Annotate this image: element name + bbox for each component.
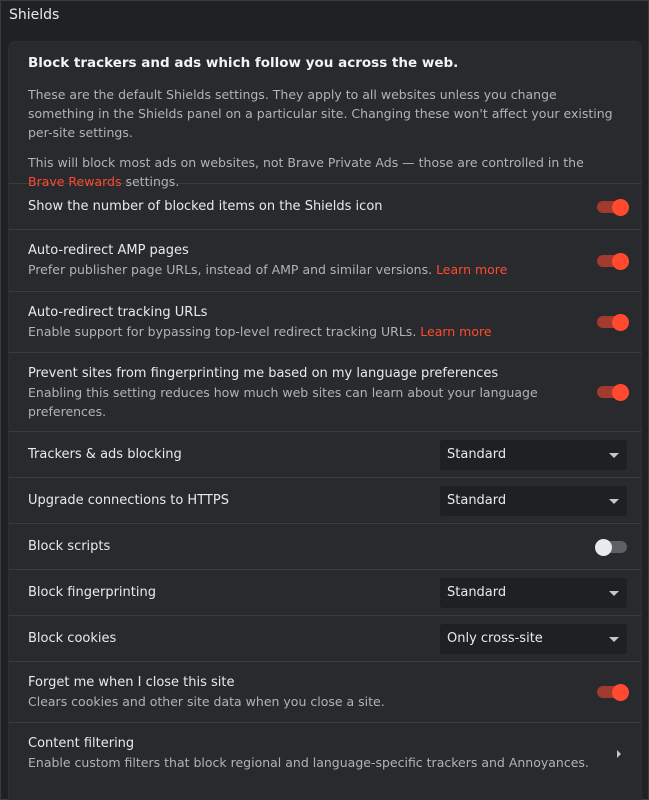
setting-row-cookies <box>9 616 641 662</box>
tracking-urls-learn-more-link[interactable]: Learn more <box>420 324 492 339</box>
setting-label: Show the number of blocked items on the Shields icon <box>28 199 383 214</box>
setting-row-https <box>9 478 641 524</box>
language-fingerprinting-toggle[interactable] <box>597 386 627 398</box>
setting-text <box>28 674 385 711</box>
chevron-down-icon <box>609 591 619 596</box>
setting-label: Block fingerprinting <box>28 585 156 600</box>
setting-label: Upgrade connections to HTTPS <box>28 493 229 508</box>
toggle-knob <box>612 384 629 401</box>
https-select[interactable] <box>440 486 627 516</box>
setting-description <box>28 260 507 279</box>
setting-text <box>28 242 507 279</box>
chevron-down-icon <box>609 453 619 458</box>
setting-label: Block scripts <box>28 539 111 554</box>
setting-row-forget-me <box>9 662 641 723</box>
select-value: Standard <box>447 493 507 508</box>
chevron-down-icon <box>609 499 619 504</box>
setting-row-content-filtering[interactable] <box>9 723 641 785</box>
toggle-knob <box>595 539 612 556</box>
show-count-toggle[interactable] <box>597 201 627 213</box>
intro-heading: Block trackers and ads which follow you across the web. <box>28 55 459 71</box>
trackers-ads-select[interactable] <box>440 440 627 470</box>
setting-row-trackers-ads <box>9 432 641 478</box>
setting-description: Clears cookies and other site data when you close a site. <box>28 694 385 709</box>
select-value: Only cross-site <box>447 631 543 646</box>
amp-learn-more-link[interactable]: Learn more <box>436 262 508 277</box>
setting-row-fingerprinting <box>9 570 641 616</box>
select-value: Standard <box>447 447 507 462</box>
cookies-select[interactable] <box>440 624 627 654</box>
intro-description: These are the default Shields settings. They apply to all websites unless you change something in the Shields panel on a particular site. Changing these won't affect your existing per-site settings. <box>28 87 613 140</box>
chevron-right-icon <box>617 750 621 758</box>
toggle-knob <box>612 314 629 331</box>
tracking-urls-toggle[interactable] <box>597 316 627 328</box>
setting-row-amp <box>9 230 641 292</box>
setting-text <box>28 304 492 341</box>
toggle-knob <box>612 199 629 216</box>
setting-description: Enabling this setting reduces how much web sites can learn about your language preferences. <box>28 385 538 419</box>
setting-row-language-fingerprinting <box>9 353 641 432</box>
setting-label: Auto-redirect AMP pages <box>28 243 189 258</box>
setting-description <box>28 322 492 341</box>
setting-row-tracking-urls <box>9 292 641 353</box>
setting-row-show-count <box>9 184 641 230</box>
block-scripts-toggle[interactable] <box>597 541 627 553</box>
amp-toggle[interactable] <box>597 255 627 267</box>
page-title: Shields <box>9 7 60 23</box>
setting-row-block-scripts <box>9 524 641 570</box>
tracking-urls-description: Enable support for bypassing top-level redirect tracking URLs. <box>28 324 421 339</box>
setting-text <box>28 365 538 421</box>
chevron-down-icon <box>609 637 619 642</box>
setting-label: Trackers & ads blocking <box>28 447 182 462</box>
ads-note-suffix: settings. <box>121 174 180 189</box>
setting-text <box>28 735 589 772</box>
shields-intro <box>9 42 641 189</box>
setting-label: Forget me when I close this site <box>28 675 235 690</box>
amp-description: Prefer publisher page URLs, instead of AMP and similar versions. <box>28 262 437 277</box>
brave-rewards-link[interactable]: Brave Rewards <box>28 174 122 189</box>
select-value: Standard <box>447 585 507 600</box>
setting-description: Enable custom filters that block regional and language-specific trackers and Annoyances. <box>28 755 589 770</box>
fingerprinting-select[interactable] <box>440 578 627 608</box>
ads-note-prefix: This will block most ads on websites, not Brave Private Ads — those are controlled in the <box>28 155 584 170</box>
toggle-knob <box>612 684 629 701</box>
setting-label: Content filtering <box>28 736 135 751</box>
setting-label: Auto-redirect tracking URLs <box>28 305 208 320</box>
setting-label: Block cookies <box>28 631 117 646</box>
setting-label: Prevent sites from fingerprinting me based on my language preferences <box>28 366 499 381</box>
toggle-knob <box>612 253 629 270</box>
shields-settings-card <box>9 42 641 800</box>
forget-me-toggle[interactable] <box>597 686 627 698</box>
